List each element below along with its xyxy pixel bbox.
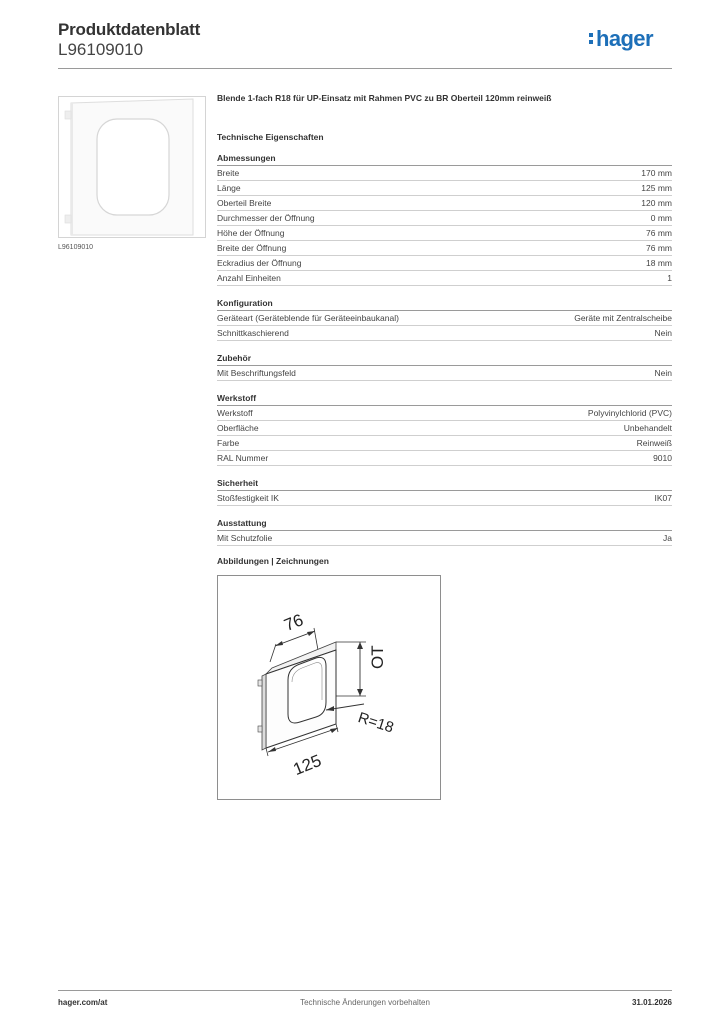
spec-value: Polyvinylchlorid (PVC) [587, 408, 672, 418]
section-title: Ausstattung [217, 517, 672, 531]
spec-label: Breite [217, 168, 240, 178]
spec-value: 1 [667, 273, 672, 283]
section-material [217, 392, 672, 466]
dimension-radius-label: R=18 [355, 709, 396, 737]
spec-label: Geräteart (Geräteblende für Geräteeinbaukanal) [217, 313, 399, 323]
spec-label: Werkstoff [217, 408, 253, 418]
spec-label: Durchmesser der Öffnung [217, 213, 315, 223]
section-title: Konfiguration [217, 297, 672, 311]
spec-row [217, 211, 672, 226]
spec-label: Mit Beschriftungsfeld [217, 368, 296, 378]
spec-value: 120 mm [641, 198, 672, 208]
footer-note: Technische Änderungen vorbehalten [300, 998, 430, 1007]
image-caption: L96109010 [58, 244, 94, 251]
spec-row [217, 326, 672, 341]
section-dimensions [217, 152, 672, 286]
spec-label: Mit Schutzfolie [217, 533, 273, 543]
spec-label: Anzahl Einheiten [217, 273, 281, 283]
spec-value: 76 mm [646, 228, 672, 238]
page-header [58, 20, 672, 68]
footer-website: hager.com/at [58, 998, 108, 1007]
spec-label: Höhe der Öffnung [217, 228, 285, 238]
section-title: Abmessungen [217, 152, 672, 166]
svg-text:hager: hager [596, 26, 653, 51]
spec-row [217, 271, 672, 286]
spec-value: 125 mm [641, 183, 672, 193]
spec-row [217, 311, 672, 326]
section-title: Werkstoff [217, 392, 672, 406]
product-image [58, 96, 206, 238]
article-number: L96109010 [58, 40, 144, 59]
spec-row [217, 166, 672, 181]
images-heading: Abbildungen | Zeichnungen [217, 556, 329, 566]
spec-label: Oberteil Breite [217, 198, 272, 208]
technical-drawing [217, 575, 441, 800]
section-accessories [217, 352, 672, 381]
spec-label: RAL Nummer [217, 453, 269, 463]
spec-row [217, 241, 672, 256]
spec-value: 9010 [653, 453, 672, 463]
specifications [217, 92, 672, 557]
spec-label: Länge [217, 183, 241, 193]
spec-label: Eckradius der Öffnung [217, 258, 302, 268]
section-title: Zubehör [217, 352, 672, 366]
spec-row [217, 451, 672, 466]
spec-label: Stoßfestigkeit IK [217, 493, 279, 503]
section-safety [217, 477, 672, 506]
spec-value: 170 mm [641, 168, 672, 178]
footer-divider [58, 990, 672, 991]
section-title: Sicherheit [217, 477, 672, 491]
spec-row [217, 421, 672, 436]
spec-row [217, 406, 672, 421]
spec-row [217, 226, 672, 241]
spec-value: Reinweiß [636, 438, 672, 448]
spec-value: Unbehandelt [623, 423, 672, 433]
tech-properties-heading: Technische Eigenschaften [217, 132, 324, 142]
section-equipment [217, 517, 672, 546]
spec-value: 0 mm [650, 213, 672, 223]
product-description: Blende 1-fach R18 für UP-Einsatz mit Rahmen PVC zu BR Oberteil 120mm reinweiß [217, 93, 552, 103]
spec-value: 76 mm [646, 243, 672, 253]
spec-value: IK07 [654, 493, 672, 503]
dimension-width-label: 76 [281, 610, 307, 636]
spec-row [217, 491, 672, 506]
spec-label: Oberfläche [217, 423, 259, 433]
spec-row [217, 366, 672, 381]
dimension-height-label: OT [368, 645, 387, 669]
spec-label: Farbe [217, 438, 240, 448]
spec-value: 18 mm [646, 258, 672, 268]
section-configuration [217, 297, 672, 341]
spec-row [217, 436, 672, 451]
hager-logo [588, 26, 672, 54]
page-footer [58, 998, 672, 1010]
spec-value: Geräte mit Zentralscheibe [574, 313, 672, 323]
spec-row [217, 181, 672, 196]
header-divider [58, 68, 672, 69]
spec-label: Breite der Öffnung [217, 243, 287, 253]
spec-value: Nein [654, 368, 672, 378]
document-title: Produktdatenblatt [58, 20, 201, 39]
spec-row [217, 256, 672, 271]
spec-value: Nein [654, 328, 672, 338]
spec-label: Schnittkaschierend [217, 328, 289, 338]
footer-date: 31.01.2026 [631, 998, 672, 1007]
spec-row [217, 196, 672, 211]
dimension-length-label: 125 [290, 750, 324, 780]
spec-value: Ja [663, 533, 672, 543]
spec-row [217, 531, 672, 546]
